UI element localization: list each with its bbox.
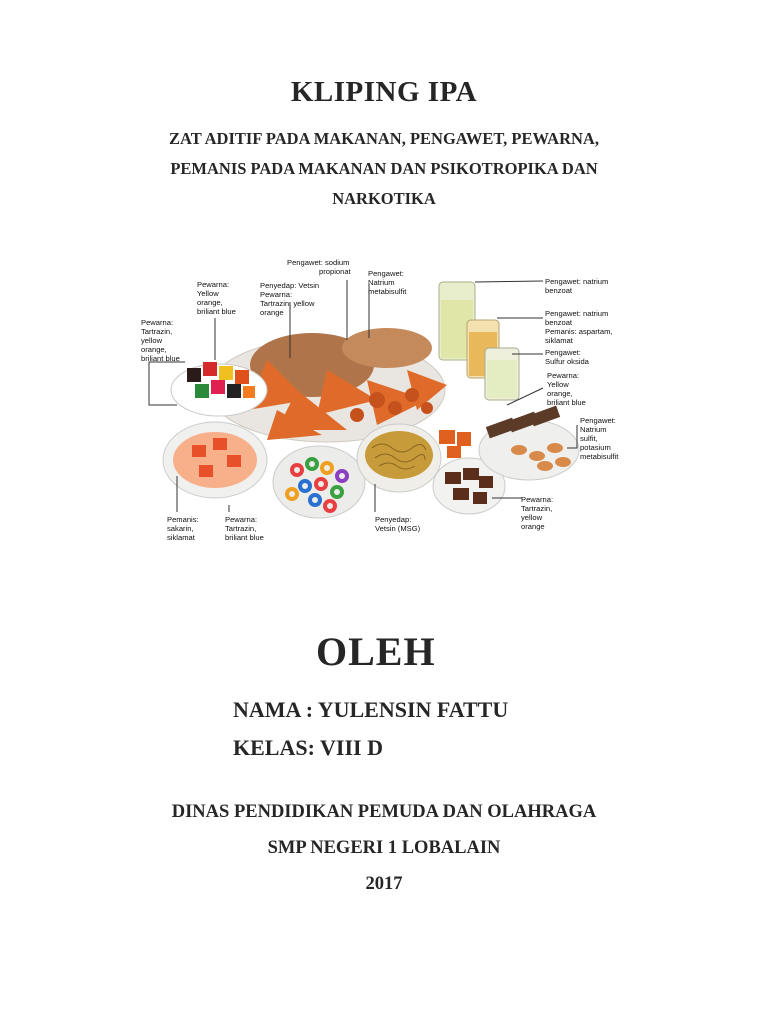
- subtitle-line: PEMANIS PADA MAKANAN DAN PSIKOTROPIKA DAN: [170, 159, 598, 178]
- label-pengawet-sodium: Pengawet: sodium propionat: [287, 258, 351, 276]
- label-pengawet-sulfur: Pengawet: Sulfur oksida: [545, 348, 589, 366]
- label-pewarna-left: Pewarna: Tartrazin, yellow orange, briliant blue: [141, 318, 180, 363]
- document-subtitle: [84, 124, 684, 214]
- food-additives-illustration: [141, 250, 637, 548]
- institution-line: DINAS PENDIDIKAN PEMUDA DAN OLAHRAGA: [171, 802, 597, 822]
- label-pewarna-tartrazin-right: Pewarna: Tartrazin, yellow orange: [521, 495, 554, 531]
- student-class: KELAS: VIII D: [233, 735, 383, 760]
- label-pengawet-sulfit: Pengawet: Natrium sulfit, potasium metabisulfit: [580, 416, 619, 461]
- label-pengawet-metabisulfit: Pengawet: Natrium metabisulfit: [368, 269, 407, 296]
- label-pewarna-right: Pewarna: Yellow orange, briliant blue: [547, 371, 586, 407]
- year: 2017: [365, 874, 403, 894]
- by-label: OLEH: [316, 629, 436, 674]
- subtitle-line: NARKOTIKA: [332, 189, 436, 208]
- label-pemanis: Pemanis: sakarin, siklamat: [167, 515, 199, 542]
- label-pewarna-yellow-orange: Pewarna: Yellow orange, briliant blue: [197, 280, 236, 316]
- label-pengawet-benzoat-pemanis: Pengawet: natrium benzoat Pemanis: aspartam, siklamat: [545, 309, 613, 345]
- document-title: KLIPING IPA: [290, 76, 478, 108]
- label-pengawet-benzoat: Pengawet: natrium benzoat: [545, 277, 609, 295]
- cereal-plate: [273, 446, 365, 518]
- label-penyedap-msg: Penyedap: Vetsin (MSG): [375, 515, 421, 533]
- subtitle-line: ZAT ADITIF PADA MAKANAN, PENGAWET, PEWARNA,: [169, 129, 599, 148]
- label-penyedap-vetsin-pewarna: Penyedap: Vetsin Pewarna: Tartrazin, yellow orange: [260, 281, 320, 317]
- student-name: NAMA : YULENSIN FATTU: [233, 697, 509, 722]
- school-name: SMP NEGERI 1 LOBALAIN: [267, 838, 501, 858]
- label-pewarna-bottom: Pewarna: Tartrazin, briliant blue: [225, 515, 264, 542]
- food-illustration-svg: [141, 250, 637, 548]
